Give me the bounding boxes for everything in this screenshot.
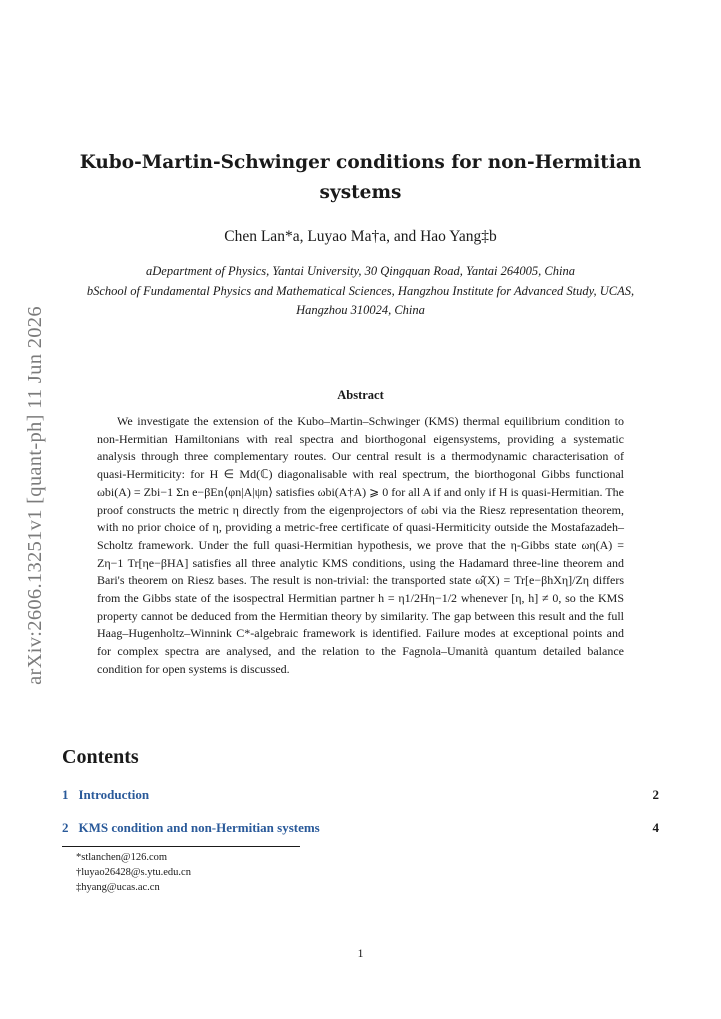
abstract-text: We investigate the extension of the Kubo–Martin–Schwinger (KMS) thermal equilibrium condition to non-Hermitian Hamiltonians with real spectra and biorthogonal eigensystems, providing a systematic analysis through three complementary routes. Our central result is a thermodynamic characterisation of quasi-Hermiticity: for H ∈ Md(ℂ) diagonalisable with real spectrum, the biorthogonal Gibbs functional ωbi(A) = Zbi−1 Σn e−βEn⟨φn|A|ψn⟩ satisfies ωbi(A†A) ⩾ 0 for all A if and only if H is quasi-Hermitian. The proof constructs the metric η directly from the eigenprojectors of ωbi via the Riesz representation theorem, with no prior choice of η, providing a metric-free certificate of quasi-Hermiticity outside the Mostafazadeh–Scholtz framework. Under the full quasi-Hermitian hypothesis, we prove that the η-Gibbs state ωη(A) = Zη−1 Tr[ηe−βHA] satisfies all three analytic KMS conditions, using the Hadamard three-line theorem and Bari's theorem on Riesz bases. The result is non-trivial: the transported state ω̂(X) = Tr[e−βhXη]/Zη differs from the Gibbs state of the isospectral Hermitian partner h = η1/2Hη−1/2 whenever [η, h] ≠ 0, so the KMS property cannot be deduced from the Hermitian theory by similarity. The gap between this result and the full Haag–Hugenholtz–Winnink C*-algebraic framework is identified. Failure modes at exceptional points and for complex spectra are analysed, and the relation to the Fagnola–Umanità quantum detailed balance condition for open systems is discussed.	[97, 414, 624, 676]
footnotes	[76, 850, 191, 895]
contents-heading: Contents	[62, 746, 139, 768]
footnote-email-hao-yang: ‡hyang@ucas.ac.cn	[76, 882, 160, 893]
toc-entry-kms-condition[interactable]	[62, 820, 659, 836]
arxiv-sidebar-stamp	[20, 285, 50, 705]
toc-section-number: 1	[62, 787, 69, 802]
author-list: Chen Lan*a, Luyao Ma†a, and Hao Yang‡b	[224, 228, 497, 245]
footnote-rule	[62, 846, 300, 847]
toc-entry-introduction[interactable]	[62, 787, 659, 803]
toc-page-number: 4	[652, 820, 659, 835]
abstract-heading: Abstract	[337, 388, 384, 402]
paper-title: Kubo-Martin-Schwinger conditions for non-Hermitian systems	[79, 152, 642, 203]
toc-section-number: 2	[62, 820, 69, 835]
affiliation-b: bSchool of Fundamental Physics and Mathematical Sciences, Hangzhou Institute for Advanced Study, UCAS, Hangzhou 310024, China	[86, 284, 635, 317]
toc-section-title: KMS condition and non-Hermitian systems	[78, 820, 320, 835]
toc-entry-link[interactable]	[62, 820, 320, 836]
toc-page-number: 2	[652, 787, 659, 802]
affiliation-a: aDepartment of Physics, Yantai University, 30 Qingquan Road, Yantai 264005, China	[146, 264, 575, 278]
toc-entry-link[interactable]	[62, 787, 149, 803]
page-number: 1	[357, 946, 364, 960]
footnote-email-chen-lan: *stlanchen@126.com	[76, 852, 168, 863]
toc-section-title: Introduction	[78, 787, 150, 802]
footnote-email-luyao-ma: †luyao26428@s.ytu.edu.cn	[76, 867, 191, 878]
arxiv-id: arXiv:2606.13251v1 [quant-ph] 11 Jun 2026	[23, 305, 46, 685]
